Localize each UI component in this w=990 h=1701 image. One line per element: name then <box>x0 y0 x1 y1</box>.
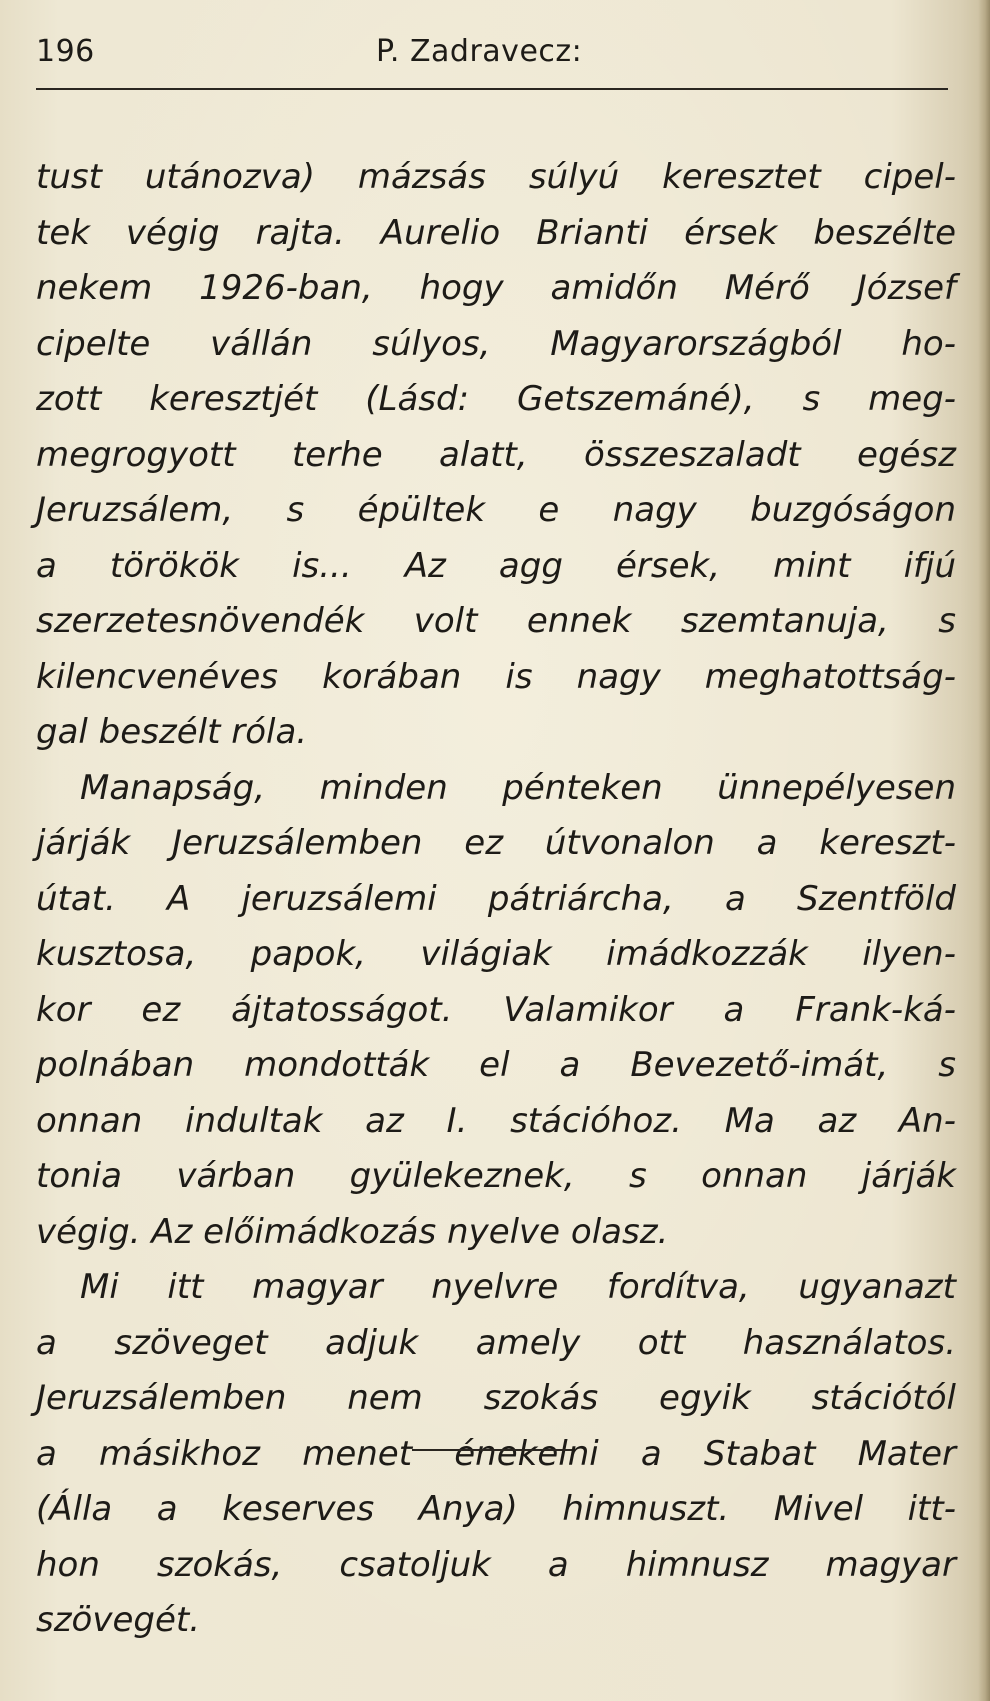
text-line: (Álla a keserves Anya) himnuszt. Mivel itt- <box>36 1489 956 1529</box>
text-line: szövegét. <box>36 1600 201 1640</box>
text-line: útat. A jeruzsálemi pátriárcha, a Szentföld <box>36 878 956 919</box>
text-line: Manapság, minden pénteken ünnepélyesen <box>80 767 956 808</box>
text-line: megrogyott terhe alatt, összeszaladt egész <box>36 434 956 475</box>
text-line: Mi itt magyar nyelvre fordítva, ugyanazt <box>80 1267 956 1307</box>
header-rule <box>36 88 948 90</box>
text-line: Jeruzsálem, s épültek e nagy buzgóságon <box>36 490 956 530</box>
text-line: a szöveget adjuk amely ott használatos. <box>36 1322 956 1363</box>
text-line: kor ez ájtatosságot. Valamikor a Frank-ká- <box>36 989 956 1030</box>
page-number: 196 <box>36 34 95 69</box>
body-text <box>36 150 956 1649</box>
text-line: a másikhoz menet énekelni a Stabat Mater <box>36 1433 956 1474</box>
text-line: kusztosa, papok, világiak imádkozzák ilyen- <box>36 934 956 974</box>
text-line: járják Jeruzsálemben ez útvonalon a kereszt- <box>36 823 956 863</box>
text-line: végig. Az előimádkozás nyelve olasz. <box>36 1211 669 1252</box>
text-line: kilencvenéves korában is nagy meghatottság- <box>36 656 956 697</box>
page-header <box>36 34 948 84</box>
text-line: cipelte vállán súlyos, Magyarországból ho- <box>36 323 956 364</box>
running-head: P. Zadravecz: <box>376 34 583 69</box>
text-line: onnan indultak az I. stációhoz. Ma az An- <box>36 1100 956 1141</box>
text-line: szerzetesnövendék volt ennek szemtanuja, s <box>36 601 956 641</box>
text-line: hon szokás, csatoljuk a himnusz magyar <box>36 1544 956 1585</box>
text-line: polnában mondották el a Bevezető-imát, s <box>36 1045 956 1085</box>
text-line: zott keresztjét (Lásd: Getszemáné), s meg- <box>36 379 956 419</box>
page-edge-shadow <box>978 0 990 1701</box>
section-end-rule <box>412 1449 572 1451</box>
text-line: a törökök is... Az agg érsek, mint ifjú <box>36 545 956 586</box>
text-line: Jeruzsálemben nem szokás egyik stációtól <box>36 1378 956 1418</box>
text-line: tek végig rajta. Aurelio Brianti érsek beszélte <box>36 212 956 253</box>
text-line: tust utánozva) mázsás súlyú keresztet cipel- <box>36 157 956 197</box>
text-line: gal beszélt róla. <box>36 712 308 752</box>
text-line: nekem 1926-ban, hogy amidőn Mérő József <box>36 268 956 308</box>
text-line: tonia várban gyülekeznek, s onnan járják <box>36 1156 956 1196</box>
